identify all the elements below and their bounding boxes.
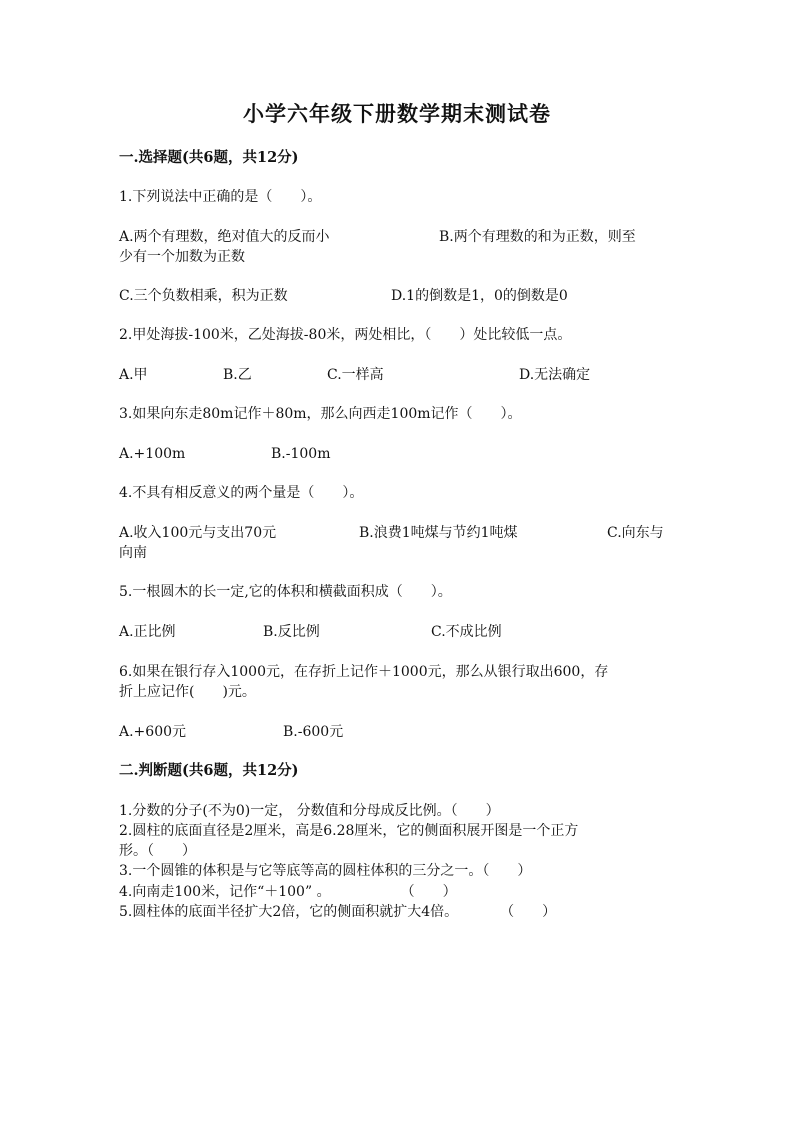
option-a: A.两个有理数，绝对值大的反而小 [119, 229, 330, 245]
judgement-item: 1.分数的分子(不为0)一定， 分数值和分母成反比例。（ ） [119, 803, 500, 819]
question-stem: 3.如果向东走80m记作＋80m，那么向西走100m记作（ ）。 [119, 406, 522, 422]
question-stem: 6.如果在银行存入1000元，在存折上记作＋1000元，那么从银行取出600，存 [119, 664, 609, 680]
section-heading-judgement: 二.判断题(共6题，共12分) [119, 762, 299, 779]
option-a: A.+100m [119, 446, 186, 462]
option-b: B.乙 [223, 367, 252, 383]
question-stem: 1.下列说法中正确的是（ ）。 [119, 189, 322, 205]
page-title: 小学六年级下册数学期末测试卷 [243, 101, 551, 126]
question-stem: 4.不具有相反意义的两个量是（ ）。 [119, 485, 364, 501]
judgement-item-continued: 形。（ ） [119, 843, 196, 859]
option-a: A.正比例 [119, 624, 176, 640]
option-a: A.+600元 [119, 724, 187, 740]
option-d: D.1的倒数是1，0的倒数是0 [391, 288, 568, 304]
judgement-item: 2.圆柱的底面直径是2厘米，高是6.28厘米，它的侧面积展开图是一个正方 [119, 823, 579, 839]
option-b-continued: 少有一个加数为正数 [119, 249, 245, 265]
option-a: A.收入100元与支出70元 [119, 525, 277, 541]
option-b: B.反比例 [263, 624, 320, 640]
option-c-continued: 向南 [119, 545, 147, 561]
option-b: B.-600元 [283, 724, 344, 740]
option-d: D.无法确定 [519, 367, 591, 383]
judgement-item: 3.一个圆锥的体积是与它等底等高的圆柱体积的三分之一。（ ） [119, 863, 532, 879]
option-c: C.不成比例 [431, 624, 502, 640]
question-stem: 2.甲处海拔-100米，乙处海拔-80米，两处相比，（ ）处比较低一点。 [119, 327, 572, 343]
judgement-item: 5.圆柱体的底面半径扩大2倍，它的侧面积就扩大4倍。 （ ） [119, 904, 557, 920]
option-c: C.向东与 [607, 525, 664, 541]
option-b: B.浪费1吨煤与节约1吨煤 [359, 525, 518, 541]
question-stem-continued: 折上应记作( )元。 [119, 684, 256, 700]
judgement-item: 4.向南走100米，记作“＋100” 。 （ ） [119, 884, 457, 900]
option-b: B.两个有理数的和为正数，则至 [439, 229, 636, 245]
option-b: B.-100m [271, 446, 331, 462]
option-a: A.甲 [119, 367, 148, 383]
option-c: C.三个负数相乘，积为正数 [119, 288, 288, 304]
question-stem: 5.一根圆木的长一定,它的体积和横截面积成（ ）。 [119, 584, 452, 600]
option-c: C.一样高 [327, 367, 384, 383]
section-heading-choice: 一.选择题(共6题，共12分) [119, 149, 299, 166]
